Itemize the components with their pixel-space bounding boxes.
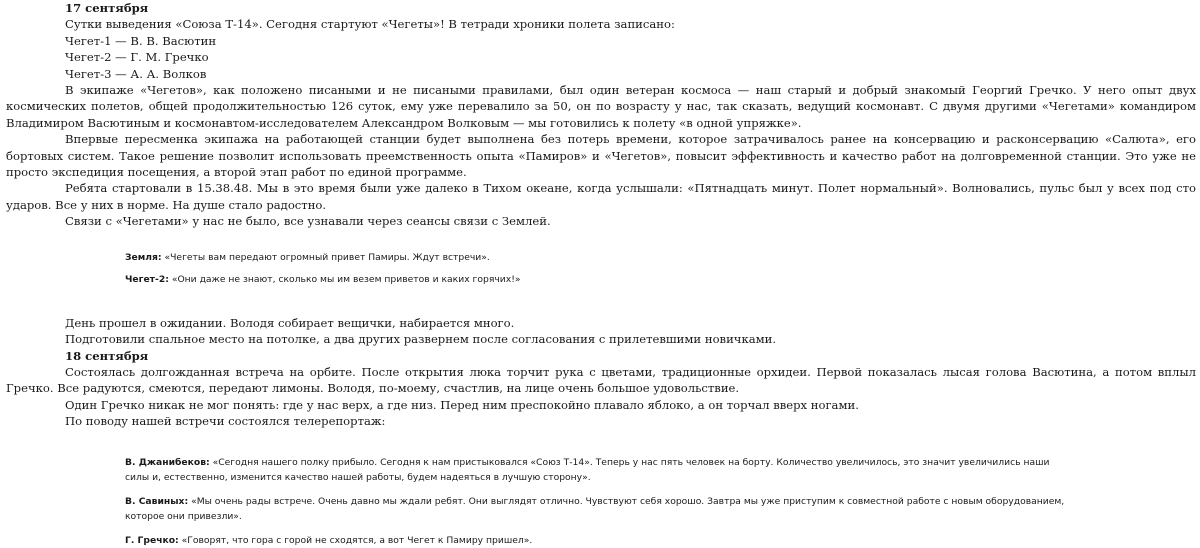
tv-report-transcript [6,455,1196,548]
radio-message [125,494,1065,525]
speech-text: «Сегодня нашего полку прибыло. Сегодня к нам пристыковался «Союз Т-14». Теперь у нас пять человек на борту. Количество увеличилось, это значит увеличились наши силы и, естественно, изменится качество нашей работы, будем надеяться в лучшую сторону». [125,456,1050,484]
speech-text: «Они даже не знают, сколько мы им везем приветов и каких горячих!» [168,274,521,286]
paragraph: Впервые пересменка экипажа на работающей станции будет выполнена без потерь времени, которое затрачивалось ранее на консервацию и расконсервацию «Салюта», его бортовых систем. Такое решение позволит использовать преемственность опыта «Памиров» и «Чегетов», повысит эффективность и качество работ на долговременной станции. Это уже не просто экспедиция посещения, а второй этап работ по единой программе. [6,132,1196,180]
entry-date: 17 сентября [65,1,149,15]
radio-message [125,455,1065,486]
speaker-name: Г. Гречко: [125,534,179,546]
paragraph: Подготовили спальное место на потолке, а два других развернем после согласования с прилетевшими новичками. [65,332,777,347]
after-section [6,315,1196,348]
document-body [6,0,1196,548]
radio-message [125,272,1065,288]
entry-date: 18 сентября [65,348,149,363]
paragraph: День прошел в ожидании. Володя собирает вещички, набирается много. [65,315,515,330]
speech-text: «Говорят, что гора с горой не сходятся, а вот Чегет к Памиру пришел». [178,534,533,546]
paragraph: В экипаже «Чегетов», как положено писаными и не писаными правилами, был один ветеран космоса — наш старый и добрый знакомый Георгий Гречко. У него опыт двух космических полетов, общей продолжительностью 126 суток, ему уже перевалило за 50, он по возрасту у нас, так сказать, ведущий космонавт. С двумя другими «Чегетами» командиром Владимиром Васютиным и космонавтом-исследователем Александром Волковым — мы готовились к полету «в одной упряжке». [6,83,1196,130]
radio-message [125,250,1065,266]
paragraph: Состоялась долгожданная встреча на орбите. После открытия люка торчит рука с цветами, традиционные орхидеи. Первой показалась лысая голова Васютина, а потом вплыл Гречко. Все радуются, смеются, передают лимоны. Володя, по-моему, счастлив, на лице очень большое удовольствие. [6,364,1196,396]
speaker-name: В. Савиных: [125,495,189,507]
speaker-name: Чегет-2: [125,274,169,286]
crew-line: Чегет-1 — В. В. Васютин [65,33,217,48]
crew-line: Чегет-2 — Г. М. Гречко [65,50,209,65]
speaker-name: Земля: [125,251,162,263]
radio-transcript [6,250,1196,288]
speech-text: «Чегеты вам передают огромный привет Памиры. Ждут встречи». [161,251,490,263]
speech-text: «Мы очень рады встрече. Очень давно мы ждали ребят. Они выглядят отлично. Чувствуют себя хорошо. Завтра мы уже приступим к совместной работе с новым оборудованием, которое они привезли». [125,495,1065,523]
paragraph: Один Гречко никак не мог понять: где у нас верх, а где низ. Перед ним преспокойно плавало яблоко, а он торчал вверх ногами. [65,397,859,412]
speaker-name: В. Джанибеков: [125,456,210,468]
paragraph: По поводу нашей встречи состоялся телерепортаж: [65,414,386,429]
crew-line: Чегет-3 — А. А. Волков [65,66,207,81]
radio-message [125,533,1065,548]
paragraph: Сутки выведения «Союза Т-14». Сегодня стартуют «Чегеты»! В тетради хроники полета записано: [65,17,675,32]
paragraph: Связи с «Чегетами» у нас не было, все узнавали через сеансы связи с Землей. [65,214,551,229]
paragraph: Ребята стартовали в 15.38.48. Мы в это время были уже далеко в Тихом океане, когда услышали: «Пятнадцать минут. Полет нормальный». Волновались, пульс был у всех под сто ударов. Все у них в норме. На душе стало радостно. [6,181,1196,212]
